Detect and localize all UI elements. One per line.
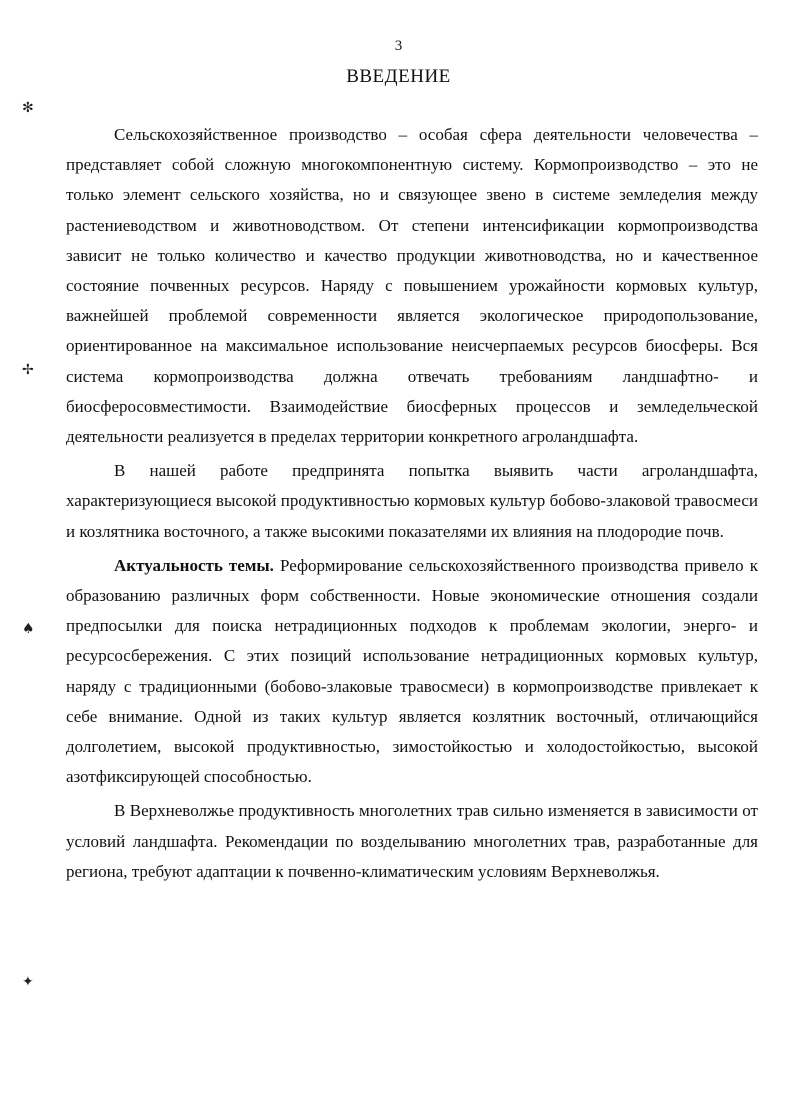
section-title: ВВЕДЕНИЕ xyxy=(346,66,451,87)
binding-hole-mark-icon: ✦ xyxy=(22,974,34,990)
paragraph-intro: Сельскохозяйственное производство – особая сфера деятельности человечества – представляет собой сложную многокомпонентную систему. Кормопроизводство – это не только элемент сельского хозяйства, но и связующее звено в системе земледелия между растениеводством и животноводством. От степени интенсификации кормопроизводства зависит не только количество и качество продукции животноводства, но и качественное состояние почвенных ресурсов. Наряду с повышением урожайности кормовых культур, важнейшей проблемой современности является экологическое природопользование, ориентированное на максимальное использование неисчерпаемых ресурсов биосферы. Вся система кормопроизводства должна отвечать требованиям ландшафтно- и биосферосовместимости. Взаимодействие биосферных процессов и земледельческой деятельности реализуется в пределах территории конкретного агроландшафта. xyxy=(66,125,758,447)
body-text xyxy=(66,120,758,889)
paragraph-goal: В нашей работе предпринята попытка выявить части агроландшафта, характеризующиеся высокой продуктивностью кормовых культур бобово-злаковой травосмеси и козлятника восточного, а также высокими показателями их влияния на плодородие почв. xyxy=(66,461,758,541)
relevance-text: Реформирование сельскохозяйственного производства привело к образованию различных форм собственности. Новые экономические отношения создали предпосылки для поиска нетрадиционных подходов к проблемам экологии, энерго- и ресурсосбережения. С этих позиций использование нетрадиционных кормовых культур, наряду с традиционными (бобово-злаковые травосмеси) в кормопроизводстве привлекает к себе внимание. Одной из таких культур является козлятник восточный, отличающийся долголетием, высокой продуктивностью, зимостойкостью и холодостойкостью, высокой азотфиксирующей способностью. xyxy=(66,555,758,787)
binding-hole-mark-icon: ♠ xyxy=(22,621,35,637)
binding-hole-mark-icon: ✻ xyxy=(22,100,34,116)
binding-hole-mark-icon: ✢ xyxy=(22,362,34,378)
relevance-heading: Актуальность темы. xyxy=(114,555,274,575)
paragraph-relevance xyxy=(66,551,758,793)
page-number: 3 xyxy=(394,38,403,54)
paragraph-region: В Верхневолжье продуктивность многолетних трав сильно изменяется в зависимости от условий ландшафта. Рекомендации по возделыванию многолетних трав, разработанные для региона, требуют адаптации к почвенно-климатическим условиям Верхневолжья. xyxy=(66,801,758,881)
